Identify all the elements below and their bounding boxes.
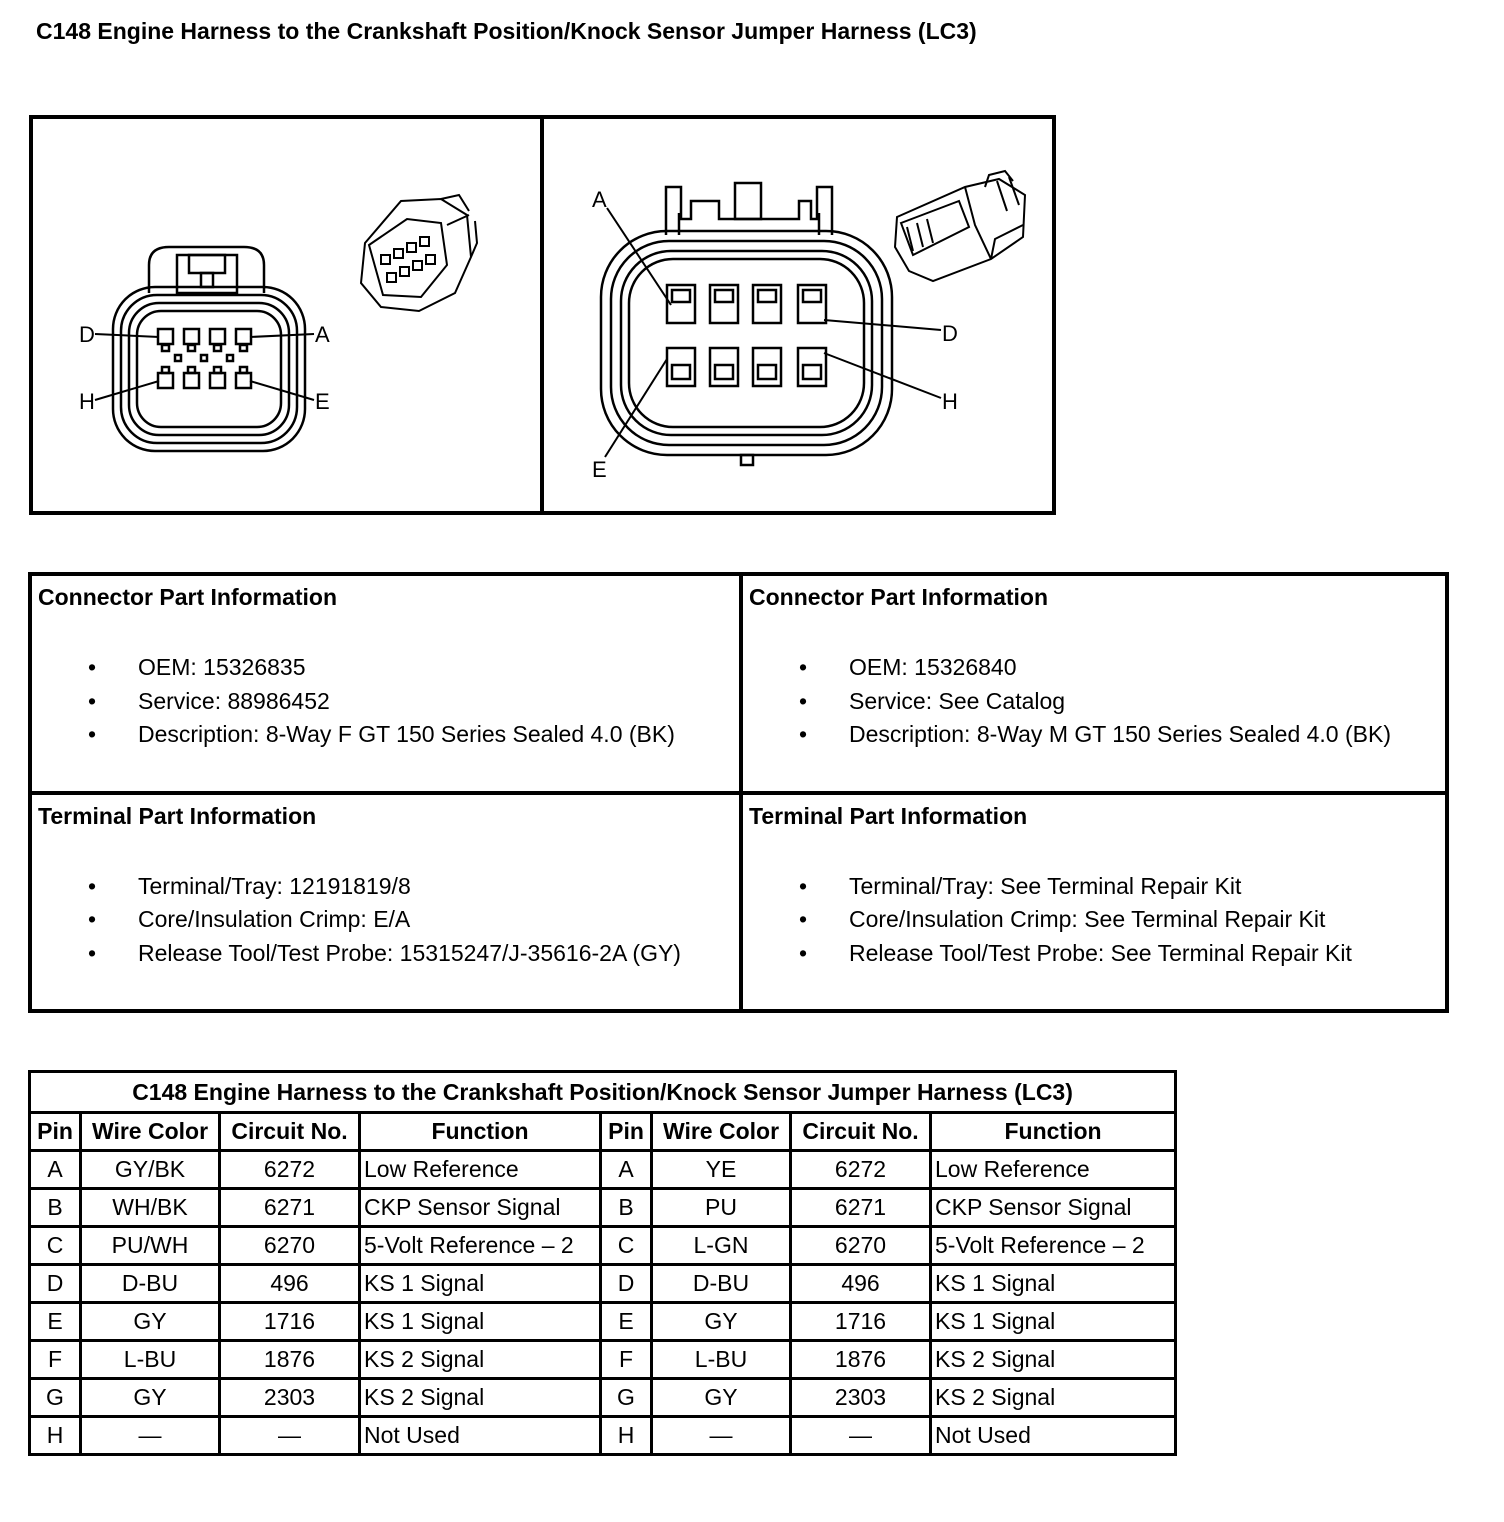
table-row [30, 1303, 1176, 1341]
female-connector-3d-icon [361, 195, 477, 311]
connector-diagram [29, 115, 1056, 515]
wire-color-cell: GY [81, 1303, 220, 1341]
circuit-cell: 1716 [220, 1303, 360, 1341]
male-connector-terminals [667, 285, 826, 386]
circuit-cell: — [791, 1417, 931, 1455]
pin-cell: H [30, 1417, 81, 1455]
wire-color-cell: WH/BK [81, 1189, 220, 1227]
wire-color-cell: GY [652, 1379, 791, 1417]
function-cell: KS 1 Signal [360, 1265, 601, 1303]
circuit-cell: 6270 [220, 1227, 360, 1265]
pin-table-caption: C148 Engine Harness to the Crankshaft Position/Knock Sensor Jumper Harness (LC3) [30, 1072, 1176, 1113]
male-connector-3d-icon [895, 171, 1025, 281]
right-terminal-item: • Terminal/Tray: See Terminal Repair Kit [743, 870, 1445, 904]
wire-color-cell: L-BU [652, 1341, 791, 1379]
header-circuit-no: Circuit No. [220, 1113, 360, 1151]
female-pin-label-e: E [315, 389, 330, 414]
circuit-cell: 6272 [220, 1151, 360, 1189]
circuit-cell: 496 [791, 1265, 931, 1303]
male-pin-label-a: A [592, 187, 607, 212]
male-pin-leader-lines [605, 208, 941, 457]
male-pin-label-e: E [592, 457, 607, 482]
function-cell: KS 2 Signal [931, 1379, 1176, 1417]
left-terminal-item: • Release Tool/Test Probe: 15315247/J-35616-2A (GY) [32, 937, 739, 971]
female-pin-label-h: H [79, 389, 95, 414]
wire-color-cell: — [81, 1417, 220, 1455]
header-pin: Pin [601, 1113, 652, 1151]
left-terminal-title: Terminal Part Information [38, 802, 317, 829]
right-connector-info [741, 574, 1447, 793]
pin-cell: F [30, 1341, 81, 1379]
circuit-cell: 6272 [791, 1151, 931, 1189]
right-connector-item: • OEM: 15326840 [743, 651, 1445, 685]
pin-cell: G [601, 1379, 652, 1417]
pin-cell: G [30, 1379, 81, 1417]
right-terminal-item: • Release Tool/Test Probe: See Terminal Repair Kit [743, 937, 1445, 971]
circuit-cell: 1876 [791, 1341, 931, 1379]
left-connector-item: • OEM: 15326835 [32, 651, 739, 685]
wire-color-cell: PU [652, 1189, 791, 1227]
function-cell: KS 1 Signal [360, 1303, 601, 1341]
wire-color-cell: GY/BK [81, 1151, 220, 1189]
function-cell: KS 2 Signal [360, 1379, 601, 1417]
pin-cell: H [601, 1417, 652, 1455]
table-row [30, 1379, 1176, 1417]
function-cell: CKP Sensor Signal [360, 1189, 601, 1227]
right-terminal-item: • Core/Insulation Crimp: See Terminal Repair Kit [743, 903, 1445, 937]
pin-cell: C [601, 1227, 652, 1265]
female-pin-label-d: D [79, 322, 95, 347]
male-connector-face [601, 183, 892, 465]
wire-color-cell: L-BU [81, 1341, 220, 1379]
pin-function-table [28, 1070, 1177, 1456]
function-cell: Low Reference [360, 1151, 601, 1189]
function-cell: KS 2 Signal [360, 1341, 601, 1379]
function-cell: CKP Sensor Signal [931, 1189, 1176, 1227]
pin-cell: A [601, 1151, 652, 1189]
pin-cell: D [601, 1265, 652, 1303]
female-connector-face [113, 247, 305, 451]
male-pin-label-h: H [942, 389, 958, 414]
wire-color-cell: GY [652, 1303, 791, 1341]
header-circuit-no: Circuit No. [791, 1113, 931, 1151]
header-wire-color: Wire Color [81, 1113, 220, 1151]
left-connector-info [30, 574, 741, 793]
pin-cell: F [601, 1341, 652, 1379]
function-cell: KS 1 Signal [931, 1303, 1176, 1341]
circuit-cell: 496 [220, 1265, 360, 1303]
circuit-cell: 6271 [220, 1189, 360, 1227]
table-row [30, 1151, 1176, 1189]
part-information-table [28, 572, 1449, 1013]
wire-color-cell: — [652, 1417, 791, 1455]
circuit-cell: 1876 [220, 1341, 360, 1379]
circuit-cell: 6270 [791, 1227, 931, 1265]
pin-cell: B [30, 1189, 81, 1227]
circuit-cell: 1716 [791, 1303, 931, 1341]
right-connector-title: Connector Part Information [749, 584, 1049, 610]
circuit-cell: 2303 [220, 1379, 360, 1417]
pin-cell: E [30, 1303, 81, 1341]
pin-cell: B [601, 1189, 652, 1227]
right-connector-item: • Service: See Catalog [743, 685, 1445, 719]
header-function: Function [931, 1113, 1176, 1151]
function-cell: KS 1 Signal [931, 1265, 1176, 1303]
table-row [30, 1265, 1176, 1303]
left-terminal-item: • Core/Insulation Crimp: E/A [32, 903, 739, 937]
table-row [30, 1227, 1176, 1265]
male-pin-label-d: D [942, 321, 958, 346]
function-cell: Not Used [931, 1417, 1176, 1455]
right-terminal-info [741, 793, 1447, 1012]
circuit-cell: — [220, 1417, 360, 1455]
female-pin-label-a: A [315, 322, 330, 347]
wire-color-cell: GY [81, 1379, 220, 1417]
wire-color-cell: L-GN [652, 1227, 791, 1265]
right-terminal-title: Terminal Part Information [749, 802, 1028, 829]
pin-cell: A [30, 1151, 81, 1189]
left-connector-item: • Description: 8-Way F GT 150 Series Sealed 4.0 (BK) [32, 718, 739, 752]
wire-color-cell: D-BU [81, 1265, 220, 1303]
circuit-cell: 2303 [791, 1379, 931, 1417]
wire-color-cell: YE [652, 1151, 791, 1189]
left-connector-title: Connector Part Information [38, 584, 338, 610]
table-row [30, 1417, 1176, 1455]
page-title: C148 Engine Harness to the Crankshaft Position/Knock Sensor Jumper Harness (LC3) [36, 18, 977, 44]
left-connector-item: • Service: 88986452 [32, 685, 739, 719]
header-pin: Pin [30, 1113, 81, 1151]
left-terminal-item: • Terminal/Tray: 12191819/8 [32, 870, 739, 904]
table-row [30, 1341, 1176, 1379]
pin-cell: E [601, 1303, 652, 1341]
header-wire-color: Wire Color [652, 1113, 791, 1151]
function-cell: Not Used [360, 1417, 601, 1455]
table-row [30, 1189, 1176, 1227]
female-connector-cavities [158, 329, 251, 388]
left-terminal-info [30, 793, 741, 1012]
wire-color-cell: PU/WH [81, 1227, 220, 1265]
wire-color-cell: D-BU [652, 1265, 791, 1303]
circuit-cell: 6271 [791, 1189, 931, 1227]
header-function: Function [360, 1113, 601, 1151]
pin-cell: D [30, 1265, 81, 1303]
function-cell: 5-Volt Reference – 2 [360, 1227, 601, 1265]
pin-cell: C [30, 1227, 81, 1265]
right-connector-item: • Description: 8-Way M GT 150 Series Sealed 4.0 (BK) [743, 718, 1445, 752]
function-cell: Low Reference [931, 1151, 1176, 1189]
function-cell: KS 2 Signal [931, 1341, 1176, 1379]
function-cell: 5-Volt Reference – 2 [931, 1227, 1176, 1265]
